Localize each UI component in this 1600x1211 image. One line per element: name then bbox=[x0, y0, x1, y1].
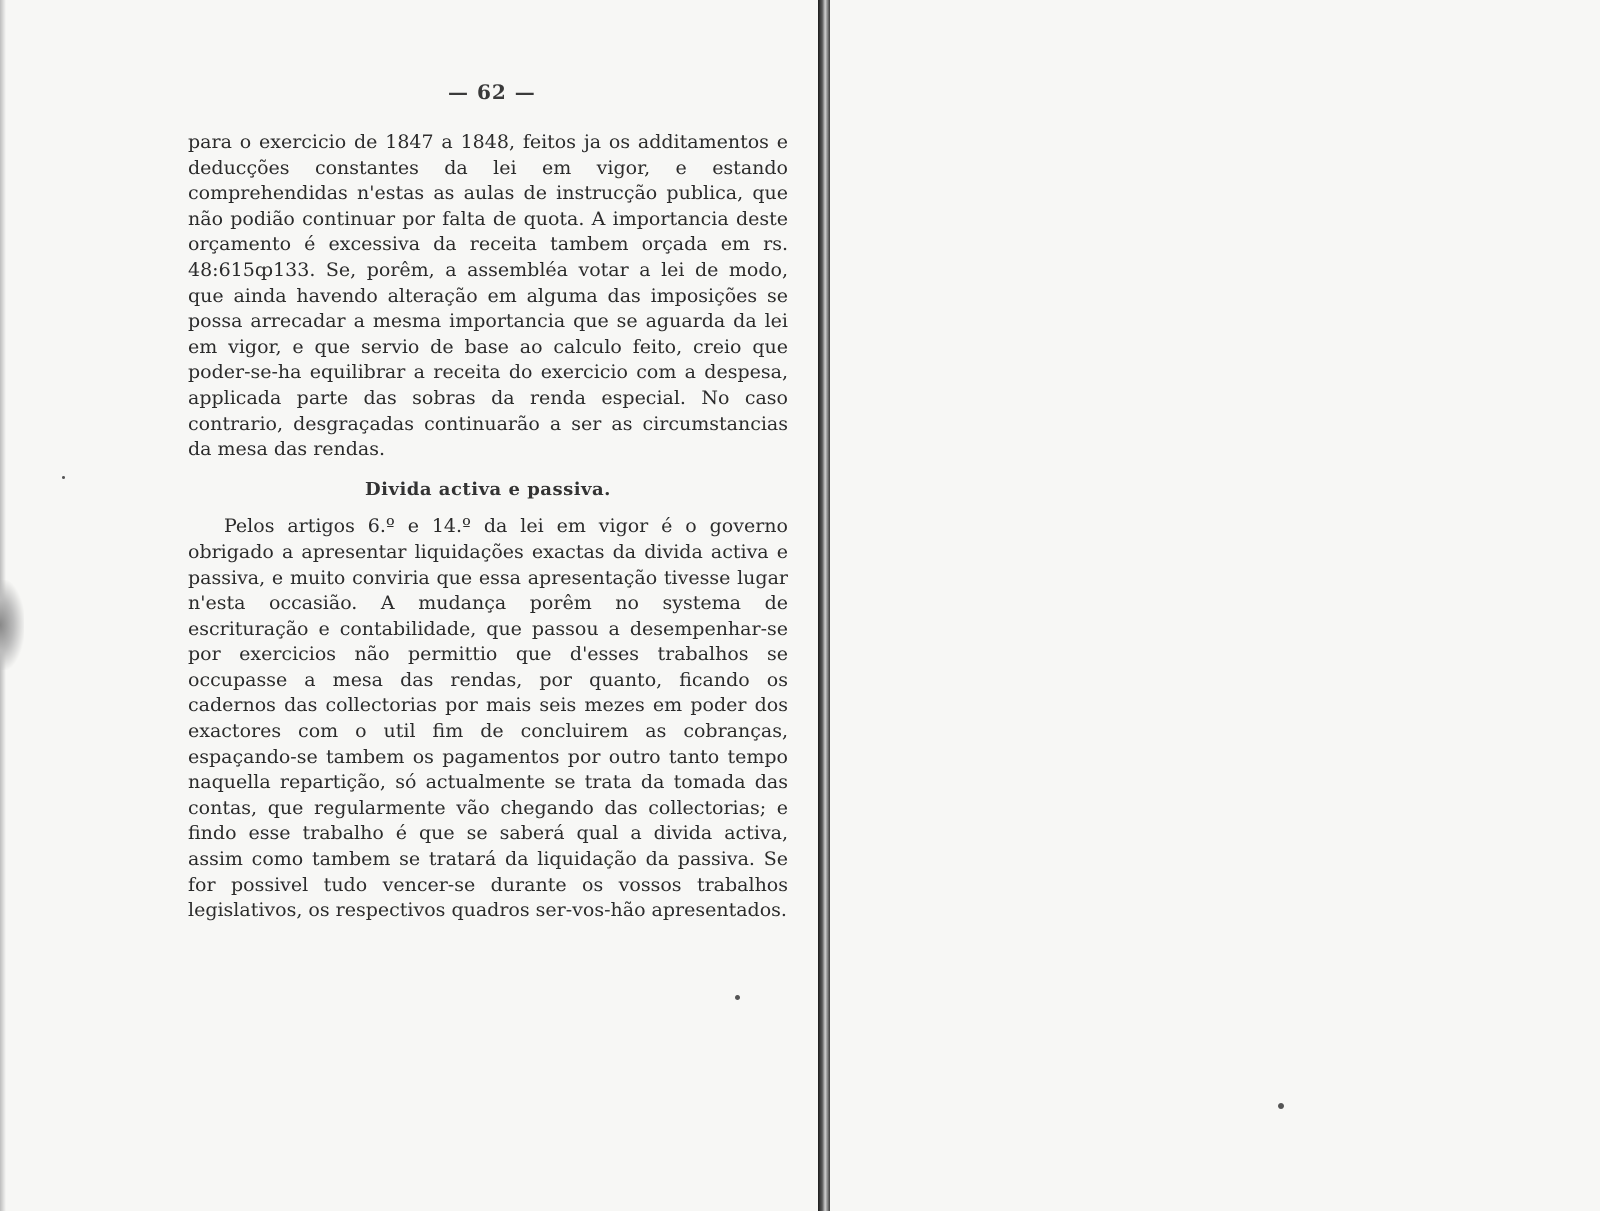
ink-speck bbox=[62, 476, 65, 479]
right-page bbox=[830, 0, 1600, 1211]
paragraph: para o exercicio de 1847 a 1848, feitos ja os additamentos e deducções constantes da lei em vigor, e estando comprehendidas n'estas as aulas de instrucção publica, que não podião continuar por falta de quota. A importancia deste orçamento é excessiva da receita tambem orçada em rs. 48:615ȹ133. Se, porêm, a assembléa votar a lei de modo, que ainda havendo alteração em alguma das imposições se possa arrecadar a mesma importancia que se aguarda da lei em vigor, e que servio de base ao calculo feito, creio que poder-se-ha equilibrar a receita do exercicio com a despesa, applicada parte das sobras da renda especial. No caso contrario, desgraçadas continuarão a ser as circumstancias da mesa das rendas. bbox=[188, 131, 788, 461]
paragraph: Pelos artigos 6.º e 14.º da lei em vigor é o governo obrigado a apresentar liquidações exactas da divida activa e passiva, e muito conviria que essa apresentação tivesse lugar n'esta occasião. A mudança porêm no systema de escrituração e contabilidade, que passou a desempenhar-se por exercicios não permittio que d'esses trabalhos se occupasse a mesa das rendas, por quanto, ficando os cadernos das collectorias por mais seis mezes em poder dos exactores com o util fim de concluirem as cobranças, espaçando-se tambem os pagamentos por outro tanto tempo naquella repartição, só actualmente se trata da tomada das contas, que regularmente vão chegando das collectorias; e findo esse trabalho é que se saberá qual a divida activa, assim como tambem se tratará da liquidação da passiva. Se for possivel tudo vencer-se durante os vossos trabalhos legislativos, os respectivos quadros ser-vos-hão apresentados. bbox=[188, 515, 788, 922]
ink-speck bbox=[1278, 1103, 1284, 1109]
book-gutter bbox=[818, 0, 830, 1211]
left-page-number: — 62 — bbox=[448, 80, 536, 104]
section-heading-divida: Divida activa e passiva. bbox=[365, 478, 611, 500]
edge-stain bbox=[0, 580, 24, 670]
ink-speck bbox=[735, 995, 740, 1000]
left-page-text bbox=[188, 130, 788, 924]
